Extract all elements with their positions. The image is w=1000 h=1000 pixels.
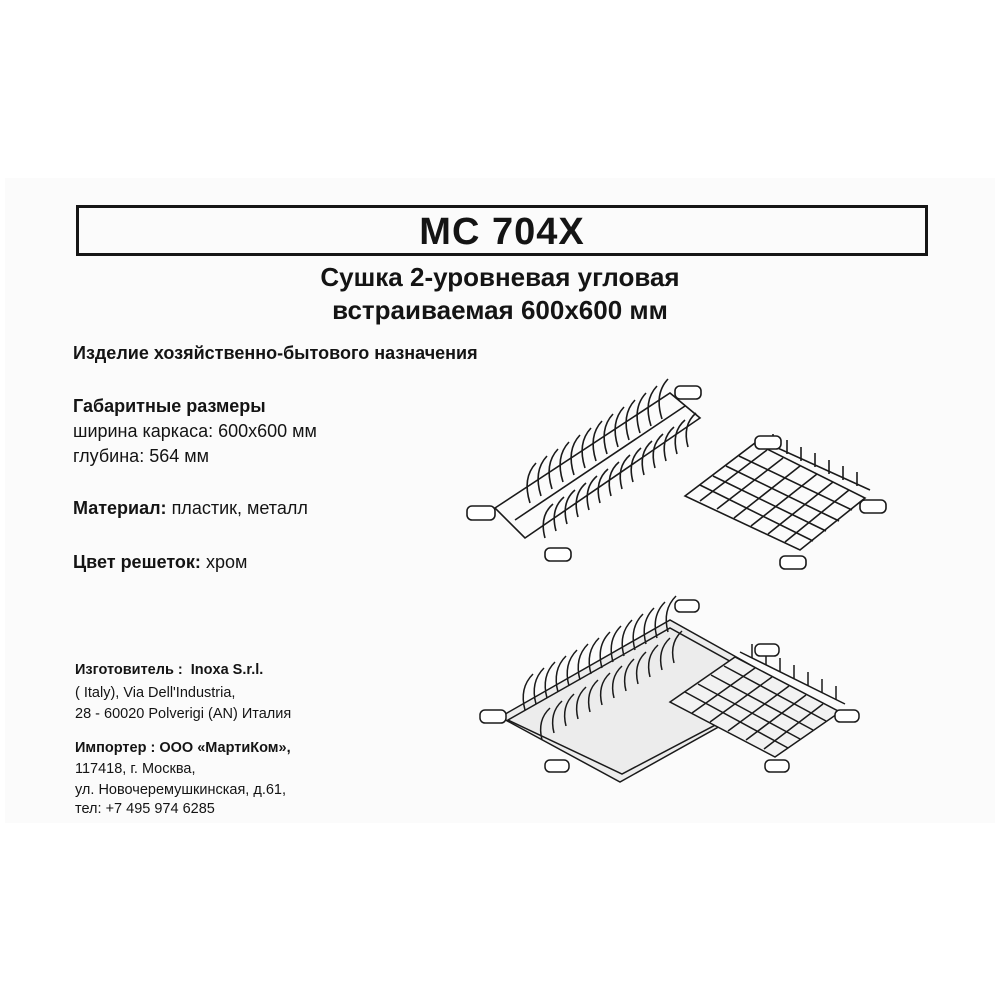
dish-rack-illustration-bottom	[470, 592, 870, 792]
product-title-line1: Сушка 2-уровневая угловая	[320, 262, 680, 292]
importer-label: Импортер :	[75, 740, 156, 756]
dish-rack-illustration-top	[455, 378, 905, 588]
importer-name: ООО «МартиКом»,	[159, 740, 291, 756]
dimensions-heading: Габаритные размеры	[73, 396, 266, 416]
importer-address-2: ул. Новочеремушкинская, д.61,	[75, 782, 287, 798]
material-label: Материал:	[73, 498, 167, 518]
material-row	[73, 498, 308, 519]
material-value: пластик, металл	[166, 498, 308, 518]
model-number: MC 704X	[419, 211, 585, 253]
product-title-line2: встраиваемая 600x600 мм	[332, 295, 668, 325]
depth-text: глубина: 564 мм	[73, 446, 209, 466]
manufacturer-name: Inoxa S.r.l.	[190, 662, 264, 678]
manufacturer-address-1: ( Italy), Via Dell'Industria,	[75, 685, 236, 701]
importer-phone: тел: +7 495 974 6285	[75, 801, 215, 817]
color-label: Цвет решеток:	[73, 552, 201, 572]
color-row	[73, 552, 247, 573]
frame-width-text: ширина каркаса: 600x600 мм	[73, 421, 317, 441]
model-box	[76, 205, 928, 256]
manufacturer-label: Изготовитель :	[75, 662, 183, 678]
purpose-text: Изделие хозяйственно-бытового назначения	[73, 343, 478, 363]
manufacturer-row	[75, 662, 263, 678]
color-value: хром	[200, 552, 248, 572]
manufacturer-address-2: 28 - 60020 Polverigi (AN) Италия	[75, 706, 292, 722]
importer-row	[75, 740, 291, 756]
importer-address-1: 117418, г. Москва,	[75, 761, 196, 777]
